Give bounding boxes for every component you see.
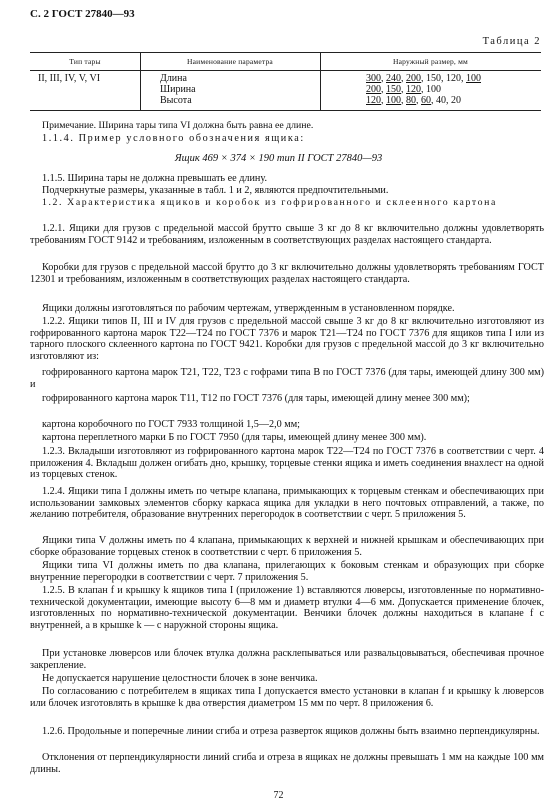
paragraph-1-2-4: 1.2.4. Ящики типа I должны иметь по четыре клапана, примыкающих к торцевым стенкам и обеспечивающих при использовании замковых элементов сборку каркаса ящика для укладки в него почтовых отправлений, а также, по желанию потребителя, образование внутренних перегородок в соответствии с черт. 5 приложения 5.: [30, 486, 544, 521]
table-cell-sizes: 120, 100, 80, 60, 40, 20: [366, 95, 461, 106]
table-cell-param: Высота: [160, 95, 192, 106]
paragraph-otklonenie: Отклонения от перпендикулярности линий сгиба и отреза в ящиках не должны превышать 1 мм на каждые 100 мм длины.: [30, 752, 544, 775]
paragraph-1-2-2: 1.2.2. Ящики типов II, III и IV для грузов с предельной массой свыше 3 кг до 8 кг включительно изготовляют из гофрированного картона марок Т22—Т24 по ГОСТ 7376 и марок Т21—Т24 по ГОСТ 7376 для ящиков типа I или из тарного плоского склеенного картона по ГОСТ 9421. Коробки для грузов с предельной массой до 3 кг включительно изготовляют из:: [30, 316, 544, 362]
table-2: [30, 52, 541, 112]
paragraph-1-1-5: 1.1.5. Ширина тары не должна превышать ее длину.: [42, 173, 268, 184]
paragraph-soglasovanie: По согласованию с потребителем в ящиках типа I допускается вместо установки в клапан f и крышку k люверсов или блочек изготовлять в крышке k два отверстия диаметром 15 мм по черт. 8 приложения 6.: [30, 686, 544, 709]
table-cell-param: Длина: [160, 73, 187, 84]
table-header-size: Наружный размер, мм: [393, 57, 468, 66]
designation-example: Ящик 469 × 374 × 190 тип II ГОСТ 27840—93: [174, 153, 383, 164]
paragraph-1-1-4: 1.1.4. Пример условного обозначения ящика:: [42, 133, 305, 144]
list-item: гофрированного картона марок Т21, Т22, Т23 с гофрами типа В по ГОСТ 7376 (для тары, имеющей длину 300 мм) и: [30, 367, 544, 390]
paragraph-1-2-3: 1.2.3. Вкладыши изготовляют из гофрированного картона марок Т22—Т24 по ГОСТ 7376 в соответствии с черт. 4 приложения 4. Вкладыш должен огибать дно, крышку, торцевые стенки ящика и иметь соединения внахлест на одной из торцевых стенок.: [30, 446, 544, 481]
list-item: гофрированного картона марок Т11, Т12 по ГОСТ 7376 (для тары, имеющей длину менее 300 мм);: [42, 393, 470, 404]
paragraph-1-2-1: 1.2.1. Ящики для грузов с предельной массой брутто свыше 3 кг до 8 кг включительно должны удовлетворять требованиям ГОСТ 9142 и требованиям, изложенным в соответствующих разделах настоящего стандарта.: [30, 223, 544, 246]
table-cell-param: Ширина: [160, 84, 196, 95]
table-cell-sizes: 200, 150, 120, 100: [366, 84, 441, 95]
table-cell-sizes: 300, 240, 200, 150, 120, 100: [366, 73, 481, 84]
table-header-type: Тип тары: [69, 57, 101, 66]
paragraph-type-v: Ящики типа V должны иметь по 4 клапана, примыкающих к верхней и нижней крышкам и обеспечивающих при сборке образование торцевых стенок в соответствии с черт. 6 приложения 5.: [30, 535, 544, 558]
paragraph-korobki: Коробки для грузов с предельной массой брутто до 3 кг включительно должны удовлетворять требованиям ГОСТ 12301 и требованиям, изложенным в соответствующих разделах настоящего стандарта.: [30, 262, 544, 285]
paragraph-underline-note: Подчеркнутые размеры, указанные в табл. 1 и 2, являются предпочтительными.: [42, 185, 389, 196]
table-label: Таблица 2: [482, 36, 541, 47]
paragraph-luvers: При установке люверсов или блочек втулка должна расклепываться или развальцовываться, обеспечивая прочное закрепление.: [30, 648, 544, 671]
page-number: 72: [273, 790, 284, 801]
page-header: С. 2 ГОСТ 27840—93: [30, 8, 135, 20]
paragraph-1-2-5: 1.2.5. В клапан f и крышку k ящиков типа I (приложение 1) вставляются люверсы, изготовленные по нормативно-технической документации, имеющие высоту 6—8 мм и диаметр втулки 4—6 мм. Допускается применение блочек, изготовленных по нормативно-технической документации. Венчики блочек должны находиться в клапане f с внутренней, а в крышке k — с наружной стороны ящика.: [30, 585, 544, 631]
table-note: Примечание. Ширина тары типа VI должна быть равна ее длине.: [42, 120, 314, 131]
list-item: картона коробочного по ГОСТ 7933 толщиной 1,5—2,0 мм;: [42, 419, 300, 430]
section-1-2-heading: 1.2. Характеристика ящиков и коробок из гофрированного и склеенного картона: [42, 197, 497, 208]
paragraph-type-vi: Ящики типа VI должны иметь по два клапана, прилегающих к боковым стенкам и образующих при сборке внутренние перегородки в соответствии с черт. 7 приложения 5.: [30, 560, 544, 583]
list-item: картона переплетного марки Б по ГОСТ 7950 (для тары, имеющей длину менее 300 мм).: [42, 432, 427, 443]
table-cell-type: II, III, IV, V, VI: [38, 73, 101, 84]
table-header-param: Наименование параметра: [187, 57, 273, 66]
paragraph-drawings: Ящики должны изготовляться по рабочим чертежам, утвержденным в установленном порядке.: [42, 303, 455, 314]
paragraph-1-2-6: 1.2.6. Продольные и поперечные линии сгиба и отреза разверток ящиков должны быть взаимно перпендикулярны.: [42, 726, 540, 737]
paragraph-narushenie: Не допускается нарушение целостности блочек в зоне венчика.: [42, 673, 318, 684]
